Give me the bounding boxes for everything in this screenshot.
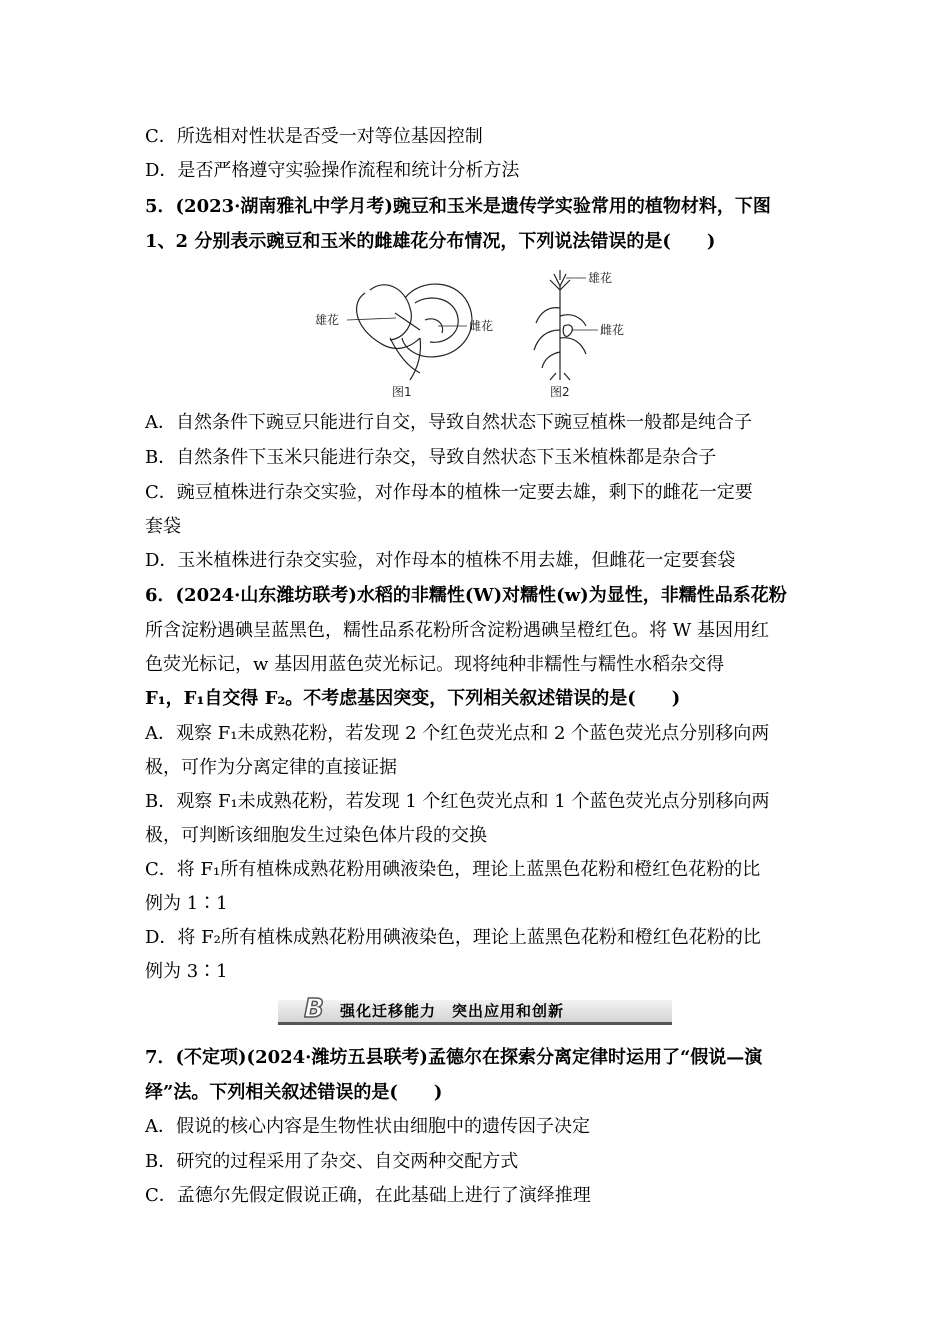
- q6-option-d-line2: 例为 3∶1: [145, 961, 228, 982]
- q6-option-a-line2: 极，可作为分离定律的直接证据: [145, 757, 397, 778]
- flower-figure: [310, 268, 640, 403]
- q5-stem-line2: 1、2 分别表示豌豆和玉米的雌雄花分布情况，下列说法错误的是( ): [145, 231, 716, 252]
- q7-stem-line2: 绎”法。下列相关叙述错误的是( ): [145, 1082, 443, 1103]
- q5-option-a: A．自然条件下豌豆只能进行自交，导致自然状态下豌豆植株一般都是纯合子: [145, 412, 752, 433]
- fig2-caption: 图2: [550, 385, 570, 399]
- fig1-caption: 图1: [392, 385, 412, 399]
- q7-option-b: B．研究的过程采用了杂交、自交两种交配方式: [145, 1151, 519, 1172]
- q6-option-b-line2: 极，可判断该细胞发生过染色体片段的交换: [145, 825, 487, 846]
- q5-stem-line1: 5．(2023·湖南雅礼中学月考)豌豆和玉米是遗传学实验常用的植物材料，下图: [145, 196, 771, 217]
- fig1-male-pointer: [347, 318, 396, 320]
- q7-option-a: A．假说的核心内容是生物性状由细胞中的遗传因子决定: [145, 1116, 590, 1137]
- q6-stem-line1: 6．(2024·山东潍坊联考)水稻的非糯性(W)对糯性(w)为显性，非糯性品系花粉: [145, 585, 787, 606]
- q4-option-c: C．所选相对性状是否受一对等位基因控制: [145, 126, 483, 147]
- pea-flower-drawing: [357, 284, 472, 380]
- q7-stem-line1: 7．(不定项)(2024·潍坊五县联考)孟德尔在探索分离定律时运用了“假说—演: [145, 1047, 763, 1068]
- fig1-male-label: 雄花: [315, 313, 340, 327]
- q6-stem-line2: 所含淀粉遇碘呈蓝黑色，糯性品系花粉所含淀粉遇碘呈橙红色。将 W 基因用红: [145, 620, 769, 641]
- fig2-male-label: 雄花: [588, 271, 613, 285]
- banner-letter-icon: B: [304, 994, 324, 1024]
- section-banner: [278, 996, 672, 1024]
- q6-option-c-line2: 例为 1∶1: [145, 893, 228, 914]
- q5-option-c-line2: 套袋: [145, 516, 181, 537]
- q6-option-b-line1: B．观察 F₁未成熟花粉，若发现 1 个红色荧光点和 1 个蓝色荧光点分别移向两: [145, 791, 770, 812]
- q6-option-d-line1: D．将 F₂所有植株成熟花粉用碘液染色，理论上蓝黑色花粉和橙红色花粉的比: [145, 927, 761, 948]
- q5-option-b: B．自然条件下玉米只能进行杂交，导致自然状态下玉米植株都是杂合子: [145, 447, 717, 468]
- banner-title: 强化迁移能力 突出应用和创新: [340, 1002, 565, 1020]
- q6-option-a-line1: A．观察 F₁未成熟花粉，若发现 2 个红色荧光点和 2 个蓝色荧光点分别移向两: [145, 723, 770, 744]
- fig1-female-label: 雌花: [469, 319, 494, 333]
- q5-option-d: D．玉米植株进行杂交实验，对作母本的植株不用去雄，但雌花一定要套袋: [145, 550, 736, 571]
- q6-stem-line3: 色荧光标记，w 基因用蓝色荧光标记。现将纯种非糯性与糯性水稻杂交得: [145, 654, 725, 675]
- corn-plant-drawing: [534, 270, 586, 380]
- q5-option-c-line1: C．豌豆植株进行杂交实验，对作母本的植株一定要去雄，剩下的雌花一定要: [145, 482, 753, 503]
- q6-stem-line4: F₁，F₁自交得 F₂。不考虑基因突变，下列相关叙述错误的是( ): [145, 688, 681, 709]
- fig2-female-label: 雌花: [600, 323, 625, 337]
- q7-option-c: C．孟德尔先假定假说正确，在此基础上进行了演绎推理: [145, 1185, 591, 1206]
- q6-option-c-line1: C．将 F₁所有植株成熟花粉用碘液染色，理论上蓝黑色花粉和橙红色花粉的比: [145, 859, 761, 880]
- q4-option-d: D．是否严格遵守实验操作流程和统计分析方法: [145, 160, 520, 181]
